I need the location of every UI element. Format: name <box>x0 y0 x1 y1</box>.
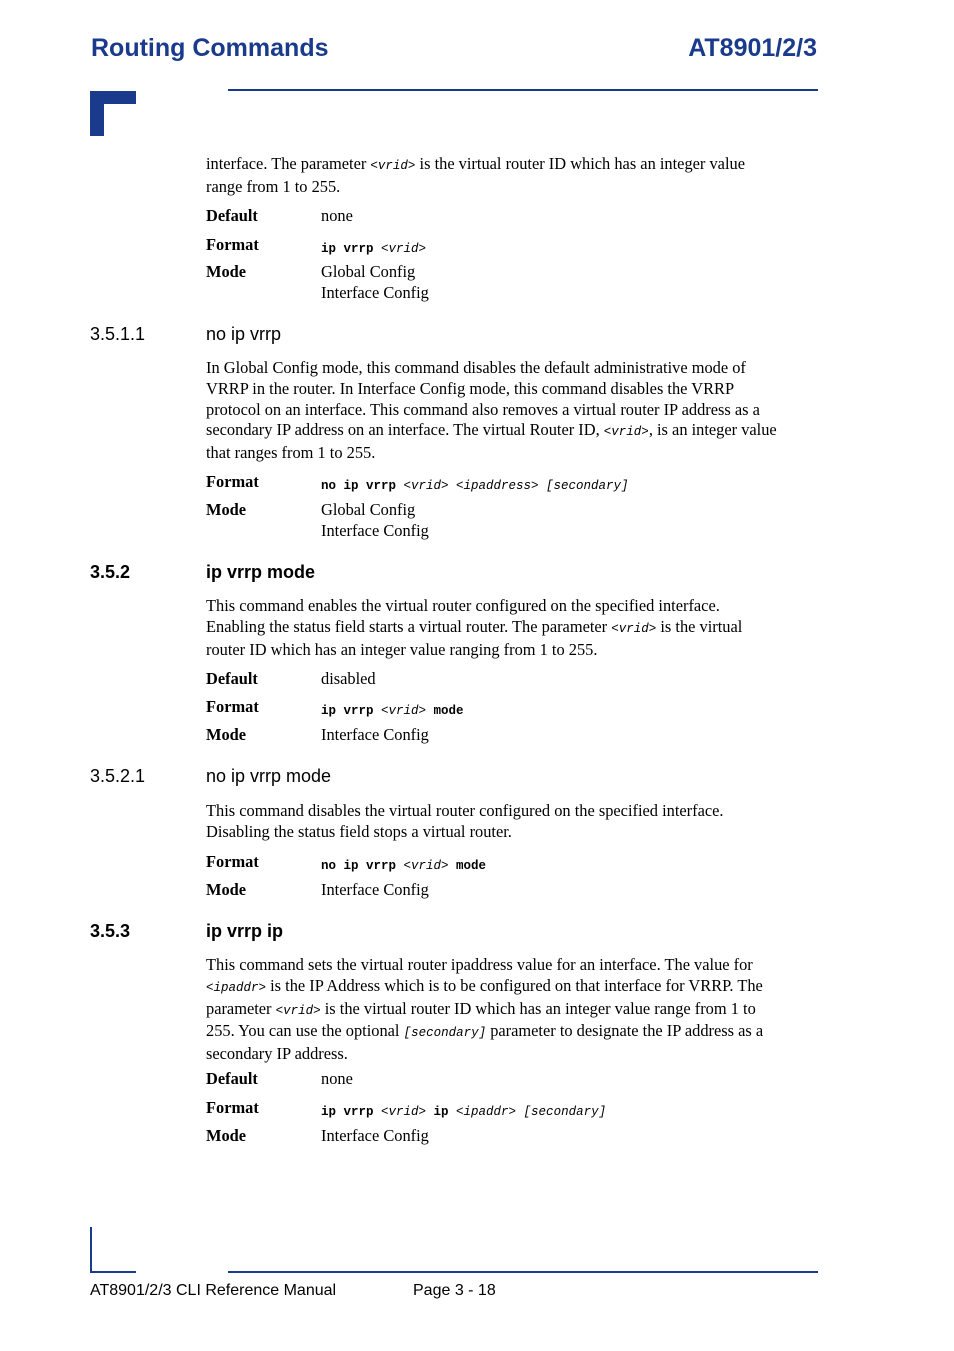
footer-rule <box>228 1271 818 1273</box>
corner-bracket-bottom <box>90 1227 136 1273</box>
header-rule <box>228 89 818 91</box>
section-3-5-3-paragraph: This command sets the virtual router ipaddress value for an interface. The value for <ipaddr> is the IP Address which is to be configured on that interface for VRRP. The parameter <vrid> is the virtual router ID which has an integer value range from 1 to 255. You can use the optional [secondary] parameter to designate the IP address as a secondary IP address. <box>206 955 764 1064</box>
manual-title: AT8901/2/3 CLI Reference Manual <box>90 1282 337 1299</box>
section-3-5-2-paragraph: This command enables the virtual router configured on the specified interface. Enabling the status field starts a virtual router. The parameter <vrid> is the virtual router ID which has an integer value ranging from 1 to 255. <box>206 596 743 659</box>
product-title: AT8901/2/3 <box>688 34 817 62</box>
intro-paragraph: interface. The parameter <vrid> is the virtual router ID which has an integer value range from 1 to 255. <box>206 154 745 196</box>
section-3-5-2-1-paragraph: This command disables the virtual router configured on the specified interface. Disabling the status field stops a virtual router. <box>206 801 724 841</box>
section-3-5-1-1-paragraph: In Global Config mode, this command disables the default administrative mode of VRRP in the router. In Interface Config mode, this command disables the VRRP protocol on an interface. This command also removes a virtual router IP address as a secondary IP address on an interface. The virtual Router ID, <vrid>, is an integer value that ranges from 1 to 255. <box>206 358 777 463</box>
corner-bracket-top <box>90 91 136 136</box>
chapter-title: Routing Commands <box>91 34 329 62</box>
page-number: Page 3 - 18 <box>413 1282 496 1299</box>
